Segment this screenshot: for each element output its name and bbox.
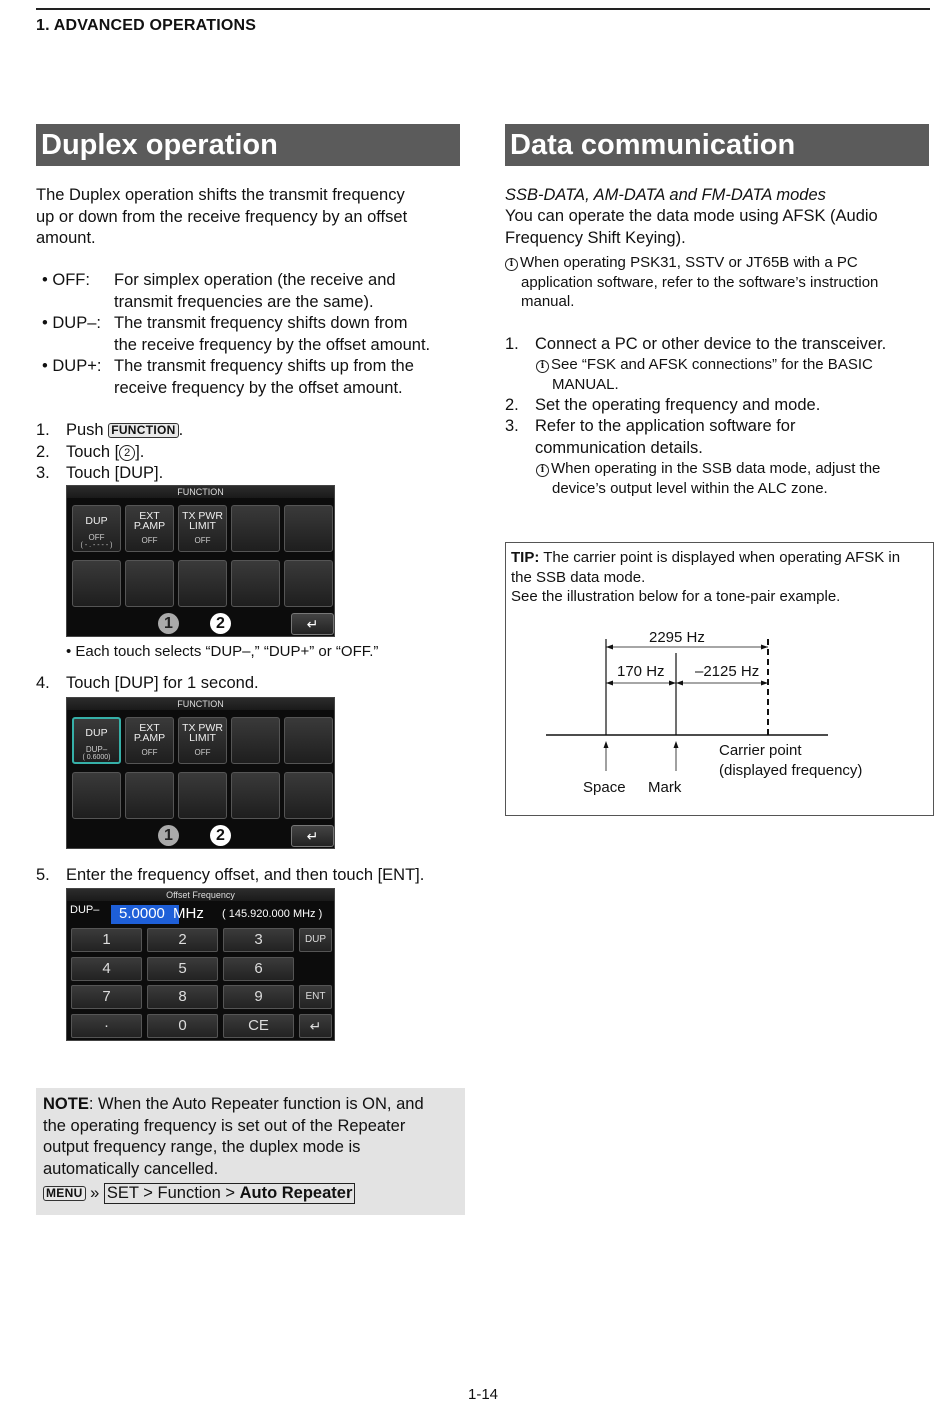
arrowhead-icon	[606, 645, 613, 650]
keypad-0[interactable]: 0	[147, 1014, 218, 1038]
info-icon: i	[505, 258, 518, 271]
data-step-1-info: i See “FSK and AFSK connections” for the BASIC MANUAL.	[536, 355, 873, 394]
carrier-point-label: Carrier point (displayed frequency)	[719, 742, 863, 779]
page-2-button[interactable]: 2	[210, 825, 231, 846]
step-5-text: Enter the frequency offset, and then touch [ENT].	[66, 866, 425, 884]
blank-key[interactable]	[72, 772, 121, 819]
keypad-8[interactable]: 8	[147, 985, 218, 1009]
blank-key[interactable]	[125, 772, 174, 819]
step-3: 3.	[36, 464, 50, 482]
data-step-1-text: Connect a PC or other device to the transceiver.	[535, 335, 887, 353]
keypad-ce[interactable]: CE	[223, 1014, 294, 1038]
step-2-text: Touch [ 2 ].	[66, 443, 145, 461]
back-button[interactable]: ↵	[291, 825, 334, 847]
arrowhead-icon	[669, 681, 676, 686]
circled-2-icon: 2	[119, 445, 135, 461]
blank-key[interactable]	[178, 772, 227, 819]
arrowhead-icon	[761, 681, 768, 686]
blank-key[interactable]	[178, 560, 227, 607]
arrowhead-icon	[606, 681, 613, 686]
screen-title: FUNCTION	[67, 698, 334, 710]
arrowhead-icon	[761, 645, 768, 650]
offset-frequency-screen	[66, 888, 335, 1041]
screen-title: FUNCTION	[67, 486, 334, 498]
blank-key[interactable]	[284, 505, 333, 552]
ext-pamp-key[interactable]: EXT P.AMP OFF	[125, 717, 174, 764]
note-box: NOTE: When the Auto Repeater function is ON, and the operating frequency is set out of the Repeater output frequency range, the duplex mode is automatically cancelled. MENU » SET > Function > Auto Repeater	[36, 1088, 465, 1215]
blank-key[interactable]	[231, 772, 280, 819]
page-number: 1-14	[467, 1386, 499, 1403]
step-2: 2.	[36, 443, 50, 461]
blank-key[interactable]	[72, 560, 121, 607]
data-step-1: 1.	[505, 335, 519, 353]
mark-label: Mark	[648, 779, 682, 796]
blank-key[interactable]	[284, 560, 333, 607]
step-3-note: • Each touch selects “DUP–,” “DUP+” or “OFF.”	[66, 643, 379, 660]
data-modes-subtitle: SSB-DATA, AM-DATA and FM-DATA modes	[505, 186, 826, 204]
back-button[interactable]: ↵	[299, 1014, 332, 1038]
step-4: 4.	[36, 674, 50, 692]
keypad-5[interactable]: 5	[147, 957, 218, 981]
list-item: • DUP–:	[42, 314, 101, 332]
data-step-3: 3.	[505, 417, 519, 435]
page-2-button[interactable]: 2	[210, 613, 231, 634]
step-1-text: Push FUNCTION .	[66, 421, 184, 439]
keypad-2[interactable]: 2	[147, 928, 218, 952]
note-label: NOTE	[43, 1095, 89, 1113]
arrowhead-icon	[604, 741, 609, 748]
blank-key[interactable]	[231, 717, 280, 764]
keypad-6[interactable]: 6	[223, 957, 294, 981]
page-1-button[interactable]: 1	[158, 613, 179, 634]
tip-box: TIP: The carrier point is displayed when operating AFSK in the SSB data mode. See the illustration below for a tone-pair example. 2295 Hz 170 Hz –2125 Hz Space Mark Carrier point (displayed frequency)	[505, 542, 934, 816]
duplex-intro: The Duplex operation shifts the transmit frequency up or down from the receive frequency by an offset amount.	[36, 186, 408, 247]
step-3-text: Touch [DUP].	[66, 464, 164, 482]
info-icon: i	[536, 360, 549, 373]
data-step-3-info: i When operating in the SSB data mode, adjust the device’s output level within the ALC zone.	[536, 459, 880, 498]
blank-key[interactable]	[231, 505, 280, 552]
keypad-7[interactable]: 7	[71, 985, 142, 1009]
screen-title: Offset Frequency	[67, 889, 334, 901]
arrowhead-icon	[676, 681, 683, 686]
blank-key[interactable]	[125, 560, 174, 607]
arrowhead-icon	[674, 741, 679, 748]
data-step-2-text: Set the operating frequency and mode.	[535, 396, 821, 414]
list-item: • DUP+:	[42, 357, 102, 375]
section-title-data-communication: Data communication	[505, 124, 929, 166]
chapter-heading: 1. ADVANCED OPERATIONS	[36, 17, 257, 34]
ent-key[interactable]: ENT	[299, 985, 332, 1009]
data-intro: You can operate the data mode using AFSK (Audio Frequency Shift Keying).	[505, 207, 878, 247]
span-2125-label: –2125 Hz	[695, 663, 760, 680]
span-2295-label: 2295 Hz	[649, 629, 705, 646]
ext-pamp-key[interactable]: EXT P.AMP OFF	[125, 505, 174, 552]
space-label: Space	[583, 779, 626, 796]
menu-key-icon: MENU	[43, 1186, 86, 1201]
keypad-4[interactable]: 4	[71, 957, 142, 981]
step-5: 5.	[36, 866, 50, 884]
blank-key[interactable]	[231, 560, 280, 607]
blank-key[interactable]	[284, 717, 333, 764]
data-step-3-text: Refer to the application software for communication details.	[535, 417, 796, 457]
span-170-label: 170 Hz	[617, 663, 665, 680]
duplex-mode-label: DUP–	[70, 904, 100, 916]
dup-key[interactable]: DUP OFF ( - . - - - - )	[72, 505, 121, 552]
function-screen-1	[66, 485, 335, 637]
section-title-duplex: Duplex operation	[36, 124, 460, 166]
step-1: 1.	[36, 421, 50, 439]
tip-label: TIP:	[511, 549, 540, 566]
keypad-dot[interactable]: ·	[71, 1014, 142, 1038]
offset-value: 5.0000	[119, 905, 165, 922]
top-rule	[36, 8, 930, 10]
data-info-note: i When operating PSK31, SSTV or JT65B with a PC application software, refer to the software’s instruction manual.	[505, 253, 878, 312]
menu-path: MENU » SET > Function > Auto Repeater	[43, 1183, 355, 1205]
tx-pwr-limit-key[interactable]: TX PWR LIMIT OFF	[178, 717, 227, 764]
data-step-2: 2.	[505, 396, 519, 414]
offset-unit: MHz	[173, 905, 204, 922]
dup-key-selected[interactable]: DUP DUP– ( 0.6000)	[72, 717, 121, 764]
list-item: • OFF:	[42, 271, 90, 289]
keypad-1[interactable]: 1	[71, 928, 142, 952]
info-icon: i	[536, 464, 549, 477]
back-button[interactable]: ↵	[291, 613, 334, 635]
function-key-icon: FUNCTION	[108, 423, 178, 438]
page-1-button[interactable]: 1	[158, 825, 179, 846]
step-4-text: Touch [DUP] for 1 second.	[66, 674, 259, 692]
tx-pwr-limit-key[interactable]: TX PWR LIMIT OFF	[178, 505, 227, 552]
function-screen-2	[66, 697, 335, 849]
tx-frequency-readout: ( 145.920.000 MHz )	[222, 908, 323, 920]
keypad-9[interactable]: 9	[223, 985, 294, 1009]
blank-key[interactable]	[284, 772, 333, 819]
keypad-3[interactable]: 3	[223, 928, 294, 952]
dup-side-key[interactable]: DUP	[299, 928, 332, 952]
